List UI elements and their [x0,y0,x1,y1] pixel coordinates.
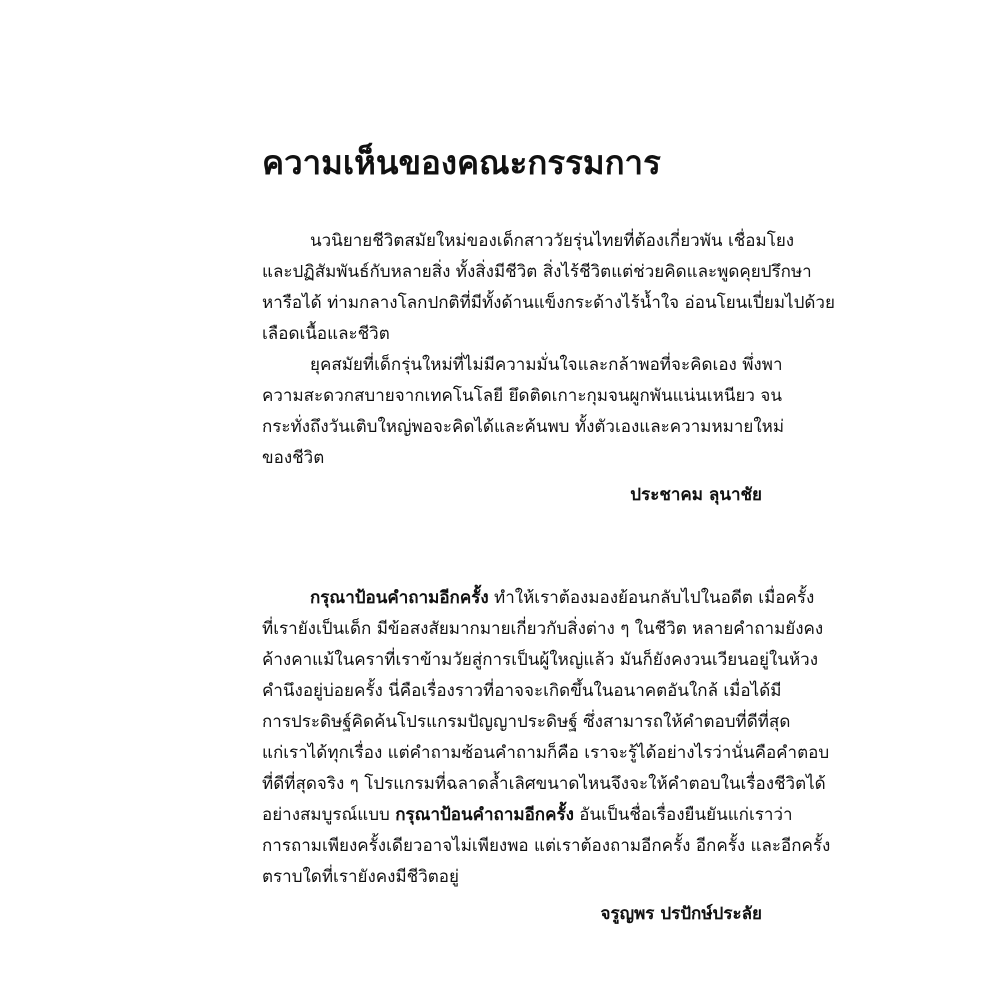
paragraph-line: การประดิษฐ์คิดค้นโปรแกรมปัญญาประดิษฐ์ ซึ่งสามารถให้คำตอบที่ดีที่สุด [262,712,791,732]
committee-opinion-2 [262,583,831,930]
paragraph-line: ที่ดีที่สุดจริง ๆ โปรแกรมที่ฉลาดล้ำเลิศขนาดไหนจึงจะให้คำตอบในเรื่องชีวิตได้ [262,774,826,794]
committee-opinion-1 [262,226,835,511]
paragraph-line [262,800,793,831]
paragraph-text: อย่างสมบูรณ์แบบ [262,805,396,825]
paragraph-line: การถามเพียงครั้งเดียวอาจไม่เพียงพอ แต่เราต้องถามอีกครั้ง อีกครั้ง และอีกครั้ง [262,836,831,856]
paragraph-line: ที่เรายังเป็นเด็ก มีข้อสงสัยมากมายเกี่ยวกับสิ่งต่าง ๆ ในชีวิต หลายคำถามยังคง [262,619,824,639]
paragraph-line [262,583,815,614]
page-title: ความเห็นของคณะกรรมการ [262,143,661,182]
paragraph-line: ค้างคาแม้ในคราที่เราข้ามวัยสู่การเป็นผู้ใหญ่แล้ว มันก็ยังคงวนเวียนอยู่ในห้วง [262,650,818,670]
paragraph-line: ตราบใดที่เรายังคงมีชีวิตอยู่ [262,867,459,887]
book-title-bold: กรุณาป้อนคำถามอีกครั้ง [310,588,489,608]
paragraph-line: ความสะดวกสบายจากเทคโนโลยี ยึดติดเกาะกุมจนผูกพันแน่นเหนียว จน [262,386,782,406]
paragraph-line: ยุคสมัยที่เด็กรุ่นใหม่ที่ไม่มีความมั่นใจและกล้าพอที่จะคิดเอง พึ่งพา [310,355,783,375]
paragraph-line: ของชีวิต [262,448,325,468]
paragraph-line: แก่เราได้ทุกเรื่อง แต่คำถามซ้อนคำถามก็คือ เราจะรู้ได้อย่างไรว่านั่นคือคำตอบ [262,743,830,763]
paragraph-line: คำนึงอยู่บ่อยครั้ง นี่คือเรื่องราวที่อาจจะเกิดขึ้นในอนาคตอันใกล้ เมื่อได้มี [262,681,782,701]
paragraph-line: และปฏิสัมพันธ์กับหลายสิ่ง ทั้งสิ่งมีชีวิต สิ่งไร้ชีวิตแต่ช่วยคิดและพูดคุยปรึกษา [262,262,812,282]
paragraph-text: อันเป็นชื่อเรื่องยืนยันแก่เราว่า [573,805,793,825]
paragraph-line: หารือได้ ท่ามกลางโลกปกติที่มีทั้งด้านแข็งกระด้างไร้น้ำใจ อ่อนโยนเปี่ยมไปด้วย [262,293,835,313]
paragraph-line: กระทั่งถึงวันเติบใหญ่พอจะคิดได้และค้นพบ ทั้งตัวเองและความหมายใหม่ [262,417,785,437]
paragraph-line: นวนิยายชีวิตสมัยใหม่ของเด็กสาววัยรุ่นไทยที่ต้องเกี่ยวพัน เชื่อมโยง [310,231,795,251]
paragraph-line: เลือดเนื้อและชีวิต [262,324,390,344]
book-title-bold: กรุณาป้อนคำถามอีกครั้ง [395,805,574,825]
paragraph-text: ทำให้เราต้องมองย้อนกลับไปในอดีต เมื่อครั้ง [488,588,815,608]
signature: จรูญพร ปรปักษ์ประลัย [600,904,762,924]
signature: ประชาคม ลุนาชัย [630,485,762,505]
